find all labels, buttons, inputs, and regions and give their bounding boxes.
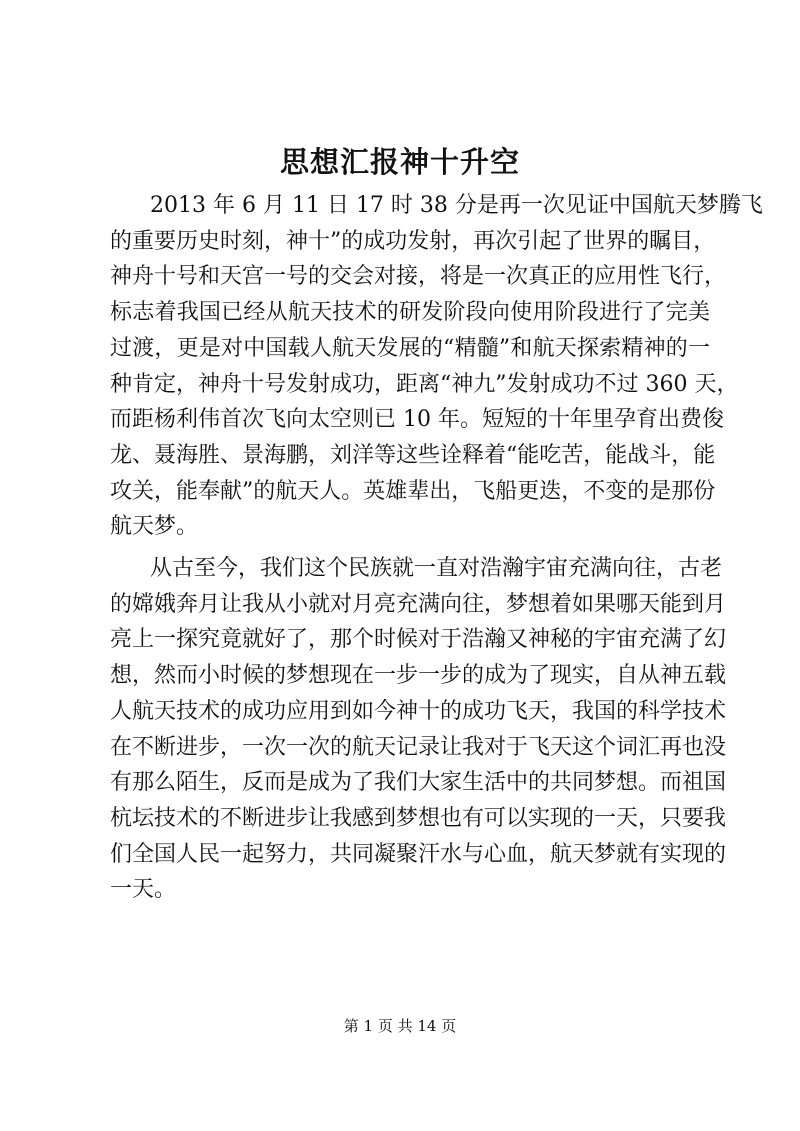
text-line: 想，然而小时候的梦想现在一步一步的成为了现实，自从神五载 (110, 663, 727, 689)
text-line: 人航天技术的成功应用到如今神十的成功飞天，我国的科学技术 (110, 698, 727, 724)
page-number-footer: 第 1 页 共 14 页 (343, 1017, 457, 1035)
text-line: 攻关，能奉献”的航天人。英雄辈出，飞船更迭，不变的是那份 (110, 478, 716, 504)
text-line: 的嫦娥奔月让我从小就对月亮充满向往，梦想着如果哪天能到月 (110, 591, 727, 617)
text-line: 杭坛技术的不断进步让我感到梦想也有可以实现的一天，只要我 (110, 805, 727, 831)
text-line: 有那么陌生，反而是成为了我们大家生活中的共同梦想。而祖国 (110, 770, 727, 796)
paragraph (110, 551, 727, 908)
text-line: 航天梦。 (110, 514, 199, 540)
text-line: 从古至今，我们这个民族就一直对浩瀚宇宙充满向往，古老 (150, 556, 723, 582)
text-line: 们全国人民一起努力，共同凝聚汗水与心血，航天梦就有实现的 (110, 841, 727, 867)
text-line: 2013 年 6 月 11 日 17 时 38 分是再一次见证中国航天梦腾飞 (150, 193, 763, 218)
text-line: 而距杨利伟首次飞向太空则已 10 年。短短的十年里孕育出费俊 (110, 407, 724, 433)
text-line: 龙、聂海胜、景海鹏，刘洋等这些诠释着“能吃苦，能战斗，能 (110, 442, 716, 468)
text-line: 种肯定，神舟十号发射成功，距离“神九”发射成功不过 360 天， (110, 371, 739, 397)
text-line: 的重要历史时刻，神十”的成功发射，再次引起了世界的瞩目， (110, 228, 716, 254)
text-line: 一天。 (110, 877, 177, 903)
text-line: 亮上一探究竟就好了，那个时候对于浩瀚又神秘的宇宙充满了幻 (110, 627, 727, 653)
text-line: 标志着我国已经从航天技术的研发阶段向使用阶段进行了完美 (110, 300, 710, 326)
document-body (110, 188, 763, 908)
text-line: 在不断进步，一次一次的航天记录让我对于飞天这个词汇再也没 (110, 734, 727, 760)
text-line: 神舟十号和天宫一号的交会对接，将是一次真正的应用性飞行， (110, 264, 727, 290)
text-line: 过渡，更是对中国载人航天发展的“精髓”和航天探索精神的一 (110, 335, 710, 361)
document-title: 思想汇报神十升空 (279, 145, 520, 179)
paragraph (110, 188, 763, 545)
